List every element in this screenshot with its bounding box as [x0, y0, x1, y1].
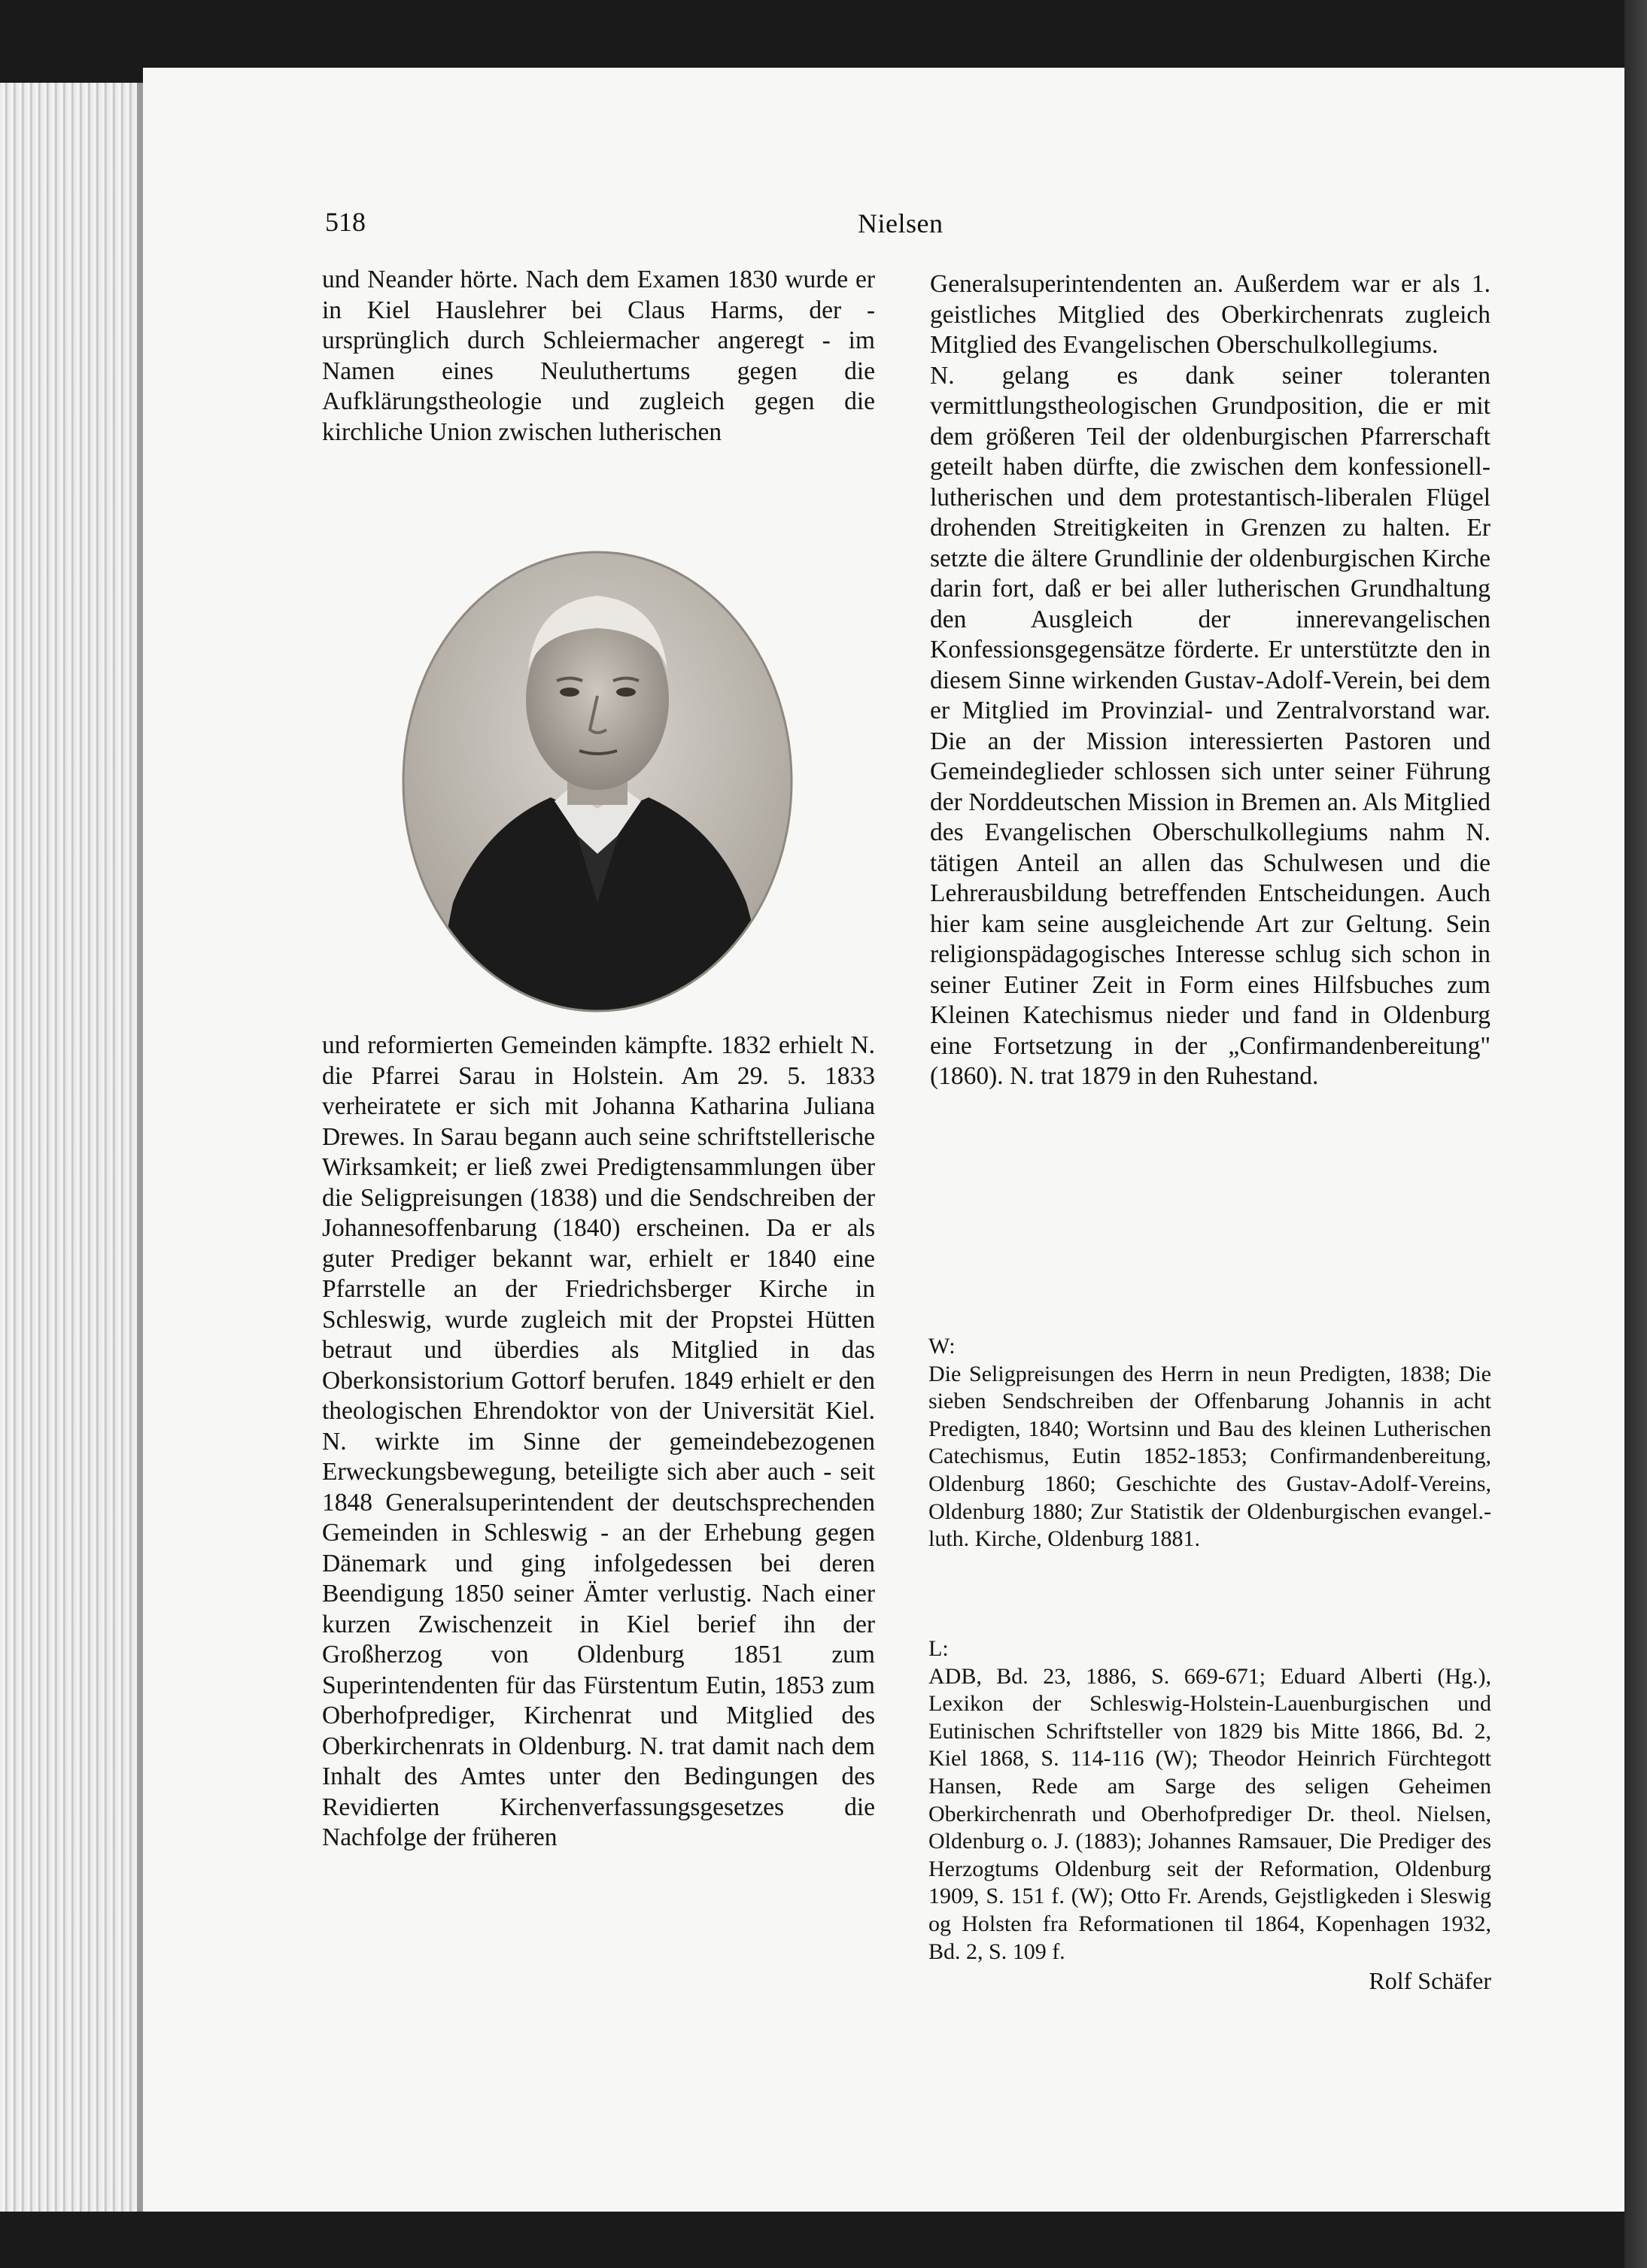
works-list: Die Seligpreisungen des Herrn in neun Predigten, 1838; Die sieben Sendschreiben der Offenbarung Johannis in acht Predigten, 1840; Wortsinn und Bau des kleinen Lutherischen Catechismus, Eutin 1852-1853; Confirmandenbereitung, Oldenburg 1860; Geschichte des Gustav-Adolf-Vereins, Oldenburg 1880; Zur Statistik der Oldenburgischen evangel.-luth. Kirche, Oldenburg 1881.: [928, 1361, 1491, 1552]
works-section: [928, 1333, 1491, 1553]
literature-label: L:: [928, 1636, 949, 1661]
left-column-paragraph: und Neander hörte. Nach dem Examen 1830 wurde er in Kiel Hauslehrer bei Claus Harms, der - ursprünglich durch Schleiermacher angeregt - im Namen eines Neuluthertums gegen die Aufklärungstheologie und zugleich gegen die kirchliche Union zwischen lutherischen: [322, 266, 875, 446]
book-page-edges: [0, 83, 143, 2212]
scan-border: [1624, 0, 1647, 2268]
running-title: Nielsen: [858, 208, 944, 238]
page-number: 518: [325, 207, 366, 237]
right-column-text: [930, 269, 1491, 1092]
literature-section: [928, 1635, 1491, 1995]
portrait-icon: [400, 549, 795, 1014]
portrait-image: [400, 549, 795, 1014]
author-name: Rolf Schäfer: [1369, 1967, 1491, 1995]
left-column-bottom-text: [322, 1031, 875, 1854]
works-label: W:: [928, 1334, 956, 1359]
left-column-paragraph: und reformierten Gemeinden kämpfte. 1832 erhielt N. die Pfarrei Sarau in Holstein. Am 29. 5. 1833 verheiratete er sich mit Johanna Katharina Juliana Drewes. In Sarau begann auch seine schriftstellerische Wirksamkeit; er ließ zwei Predigtensammlungen über die Seligpreisungen (1838) und die Sendschreiben der Johannesoffenbarung (1840) erscheinen. Da er als guter Prediger bekannt war, erhielt er 1840 eine Pfarrstelle an der Friedrichsberger Kirche in Schleswig, wurde zugleich mit der Propstei Hütten betraut und überdies als Mitglied in das Oberkonsistorium Gottorf berufen. 1849 erhielt er den theologischen Ehrendoktor von der Universität Kiel. N. wirkte im Sinne der gemeindebezogenen Erweckungsbewegung, beteiligte sich aber auch - seit 1848 Generalsuperintendent der deutschsprechenden Gemeinden in Schleswig - an der Erhebung gegen Dänemark und ging infolgedessen bei deren Beendigung 1850 seiner Ämter verlustig. Nach einer kurzen Zwischenzeit in Kiel berief ihn der Großherzog von Oldenburg 1851 zum Superintendenten für das Fürstentum Eutin, 1853 zum Oberhofprediger, Kirchenrat und Mitglied des Oberkirchenrats in Oldenburg. N. trat damit nach dem Inhalt des Amtes unter den Bedingungen des Revidierten Kirchenverfassungsgesetzes die Nachfolge der früheren: [322, 1031, 875, 1851]
right-column-paragraph-2: N. gelang es dank seiner toleranten vermittlungstheologischen Grundposition, die er mit dem größeren Teil der oldenburgischen Pfarrerschaft geteilt haben dürfte, die zwischen dem konfessionell-lutherischen und dem protestantisch-liberalen Flügel drohenden Streitigkeiten in Grenzen zu halten. Er setzte die ältere Grundlinie der oldenburgischen Kirche darin fort, daß er bei aller lutherischen Grundhaltung den Ausgleich der innerevangelischen Konfessionsgegensätze förderte. Er unterstützte den in diesem Sinne wirkenden Gustav-Adolf-Verein, bei dem er Mitglied im Provinzial- und Zentralvorstand war. Die an der Mission interessierten Pastoren und Gemeindeglieder schlossen sich unter seiner Führung der Norddeutschen Mission in Bremen an. Als Mitglied des Evangelischen Oberschulkollegiums nahm N. tätigen Anteil an allen das Schulwesen und die Lehrerausbildung betreffenden Entscheidungen. Auch hier kam seine ausgleichende Art zur Geltung. Sein religionspädagogisches Interesse schlug sich schon in seiner Eutiner Zeit in Form eines Hilfsbuches zum Kleinen Katechismus nieder und fand in Oldenburg eine Fortsetzung in der „Confirmandenbereitung" (1860). N. trat 1879 in den Ruhestand.: [930, 361, 1491, 1090]
left-column-top-text: [322, 265, 875, 448]
literature-list: ADB, Bd. 23, 1886, S. 669-671; Eduard Alberti (Hg.), Lexikon der Schleswig-Holstein-Lauenburgischen und Eutinischen Schriftsteller von 1829 bis Mitte 1866, Bd. 2, Kiel 1868, S. 114-116 (W); Theodor Heinrich Fürchtegott Hansen, Rede am Sarge des seligen Geheimen Oberkirchenrath und Oberhofprediger Dr. theol. Nielsen, Oldenburg o. J. (1883); Johannes Ramsauer, Die Prediger des Herzogtums Oldenburg seit der Reformation, Oldenburg 1909, S. 151 f. (W); Otto Fr. Arends, Gejstligkeden i Sleswig og Holsten fra Reformationen til 1864, Kopenhagen 1932, Bd. 2, S. 109 f.: [928, 1663, 1491, 1964]
right-column-paragraph-1: Generalsuperintendenten an. Außerdem war er als 1. geistliches Mitglied des Oberkirchenrats zugleich Mitglied des Evangelischen Oberschulkollegiums.: [930, 270, 1491, 359]
